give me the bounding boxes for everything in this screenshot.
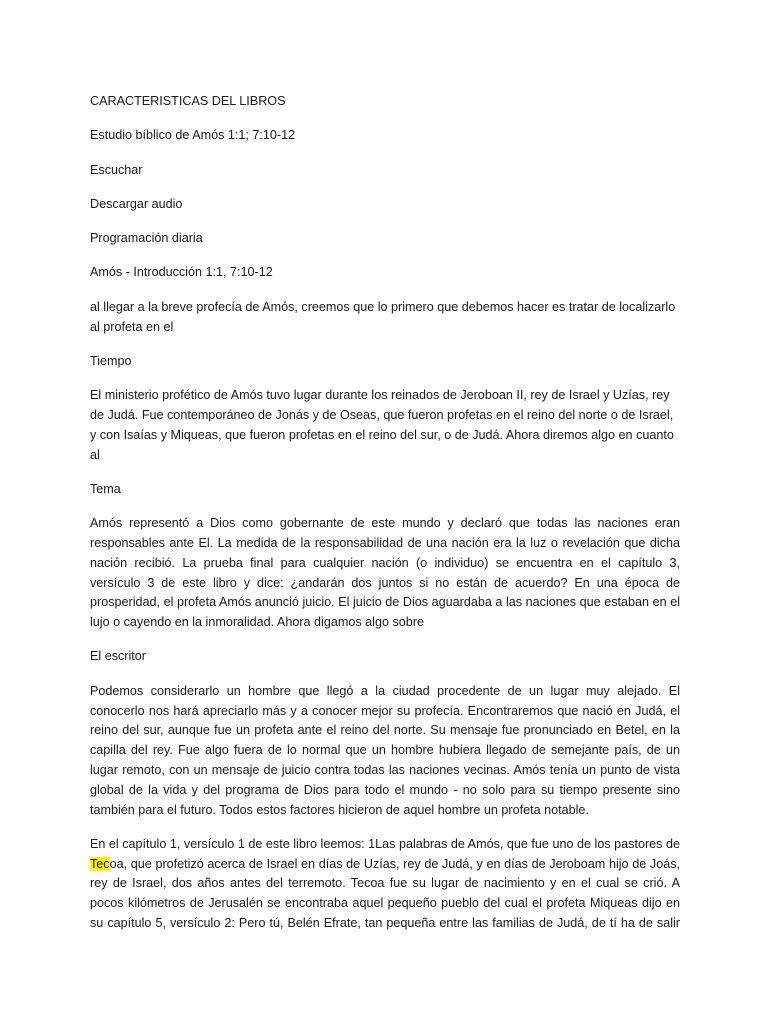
escritor-paragraph — [90, 682, 680, 821]
document-page — [90, 92, 680, 948]
text-highlight: Tec — [90, 856, 110, 871]
paragraph-line: al llegar a la breve profecía de Amós, creemos que lo primero que debemos hacer es tratar de localizarlo — [90, 299, 676, 314]
paragraph-line: lugar remoto, con un mensaje de juicio contra todas las naciones vecinas. Amós tenía un punto de vista — [90, 762, 680, 777]
paragraph-line-rest: oa, que profetizó acerca de Israel en días de Uzías, rey de Judá, y en días de Jeroboam hijo de Joás, — [109, 856, 680, 871]
paragraph-line: capilla del rey. Fue algo fuera de lo normal que un hombre hubiera llegado de semejante país, de un — [90, 743, 680, 758]
paragraph-line: global de la vida y del programa de Dios para todo el mundo - no solo para su tiempo presente sino — [90, 782, 680, 797]
paragraph-line: también para el futuro. Todos estos factores hicieron de aquel hombre un profeta notable. — [90, 802, 589, 817]
capitulo-paragraph — [90, 835, 680, 934]
paragraph-line: de Judá. Fue contemporáneo de Jonás y de Oseas, que fueron profetas en el reino del norte o de Israel, — [90, 407, 674, 422]
paragraph-line: su capítulo 5, versículo 2: Pero tú, Belén Efrate, tan pequeña entre las familias de Judá, de tí ha de salir — [90, 916, 680, 930]
paragraph-line — [90, 855, 680, 875]
paragraph-line: Podemos considerarlo un hombre que llegó a la ciudad procedente de un lugar muy alejado. El — [90, 683, 680, 698]
section-heading-escritor: El escritor — [90, 649, 146, 664]
daily-programming-link[interactable]: Programación diaria — [90, 231, 203, 246]
paragraph-line: En el capítulo 1, versículo 1 de este libro leemos: 1Las palabras de Amós, que fue uno de los pastores de — [90, 836, 680, 851]
tiempo-paragraph — [90, 386, 680, 465]
paragraph-line: y con Isaías y Miqueas, que fueron profetas en el reino del sur, o de Judá. Ahora diremos algo en cuanto — [90, 427, 674, 442]
paragraph-line: al profeta en el — [90, 319, 174, 334]
paragraph-line: lujo o cayendo en la inmoralidad. Ahora digamos algo sobre — [90, 615, 424, 630]
paragraph-line: nación recibió. La prueba final para cualquier nación (o individuo) se encuentra en el capítulo 3, — [90, 555, 680, 570]
paragraph-line: prosperidad, el profeta Amós anunció juicio. El juicio de Dios aguardaba a las naciones que estaban en el — [90, 595, 680, 610]
paragraph-line: al — [90, 447, 100, 462]
document-subtitle: Estudio bíblico de Amós 1:1; 7:10-12 — [90, 128, 296, 143]
document-title: CARACTERISTICAS DEL LIBROS — [90, 94, 286, 108]
paragraph-line: versículo 3 de este libro y dice: ¿andarán dos juntos si no están de acuerdo? En una época de — [90, 575, 680, 590]
listen-link[interactable]: Escuchar — [90, 162, 143, 177]
paragraph-line: reino del sur, aunque fue un profeta ante el reino del norte. Su mensaje fue pronunciado en Betel, en la — [90, 723, 680, 738]
paragraph-line: pocos kilómetros de Jerusalén se encontraba aquel pequeño pueblo del cual el profeta Miqueas dijo en — [90, 896, 680, 911]
paragraph-line: conocerlo nos hará apreciarlo más y a conocer mejor su profecía. Encontraremos que nació en Judá, el — [90, 703, 680, 718]
paragraph-line: Amós representó a Dios como gobernante de este mundo y declaró que todas las naciones eran — [90, 516, 680, 531]
section-heading-tiempo: Tiempo — [90, 353, 132, 368]
intro-heading: Amós - Introducción 1:1, 7:10-12 — [90, 265, 273, 280]
tema-paragraph — [90, 514, 680, 633]
paragraph-line: responsables ante El. La medida de la responsabilidad de una nación era la luz o revelación que dicha — [90, 535, 680, 550]
section-heading-tema: Tema — [90, 481, 121, 496]
paragraph-line: El ministerio profético de Amós tuvo lugar durante los reinados de Jeroboan II, rey de Israel y Uzías, rey — [90, 388, 670, 403]
paragraph-line: rey de Israel, dos años antes del terremoto. Tecoa fue su lugar de nacimiento y en el cual se crió. A — [90, 876, 680, 891]
intro-paragraph — [90, 298, 680, 338]
download-audio-link[interactable]: Descargar audio — [90, 196, 183, 211]
